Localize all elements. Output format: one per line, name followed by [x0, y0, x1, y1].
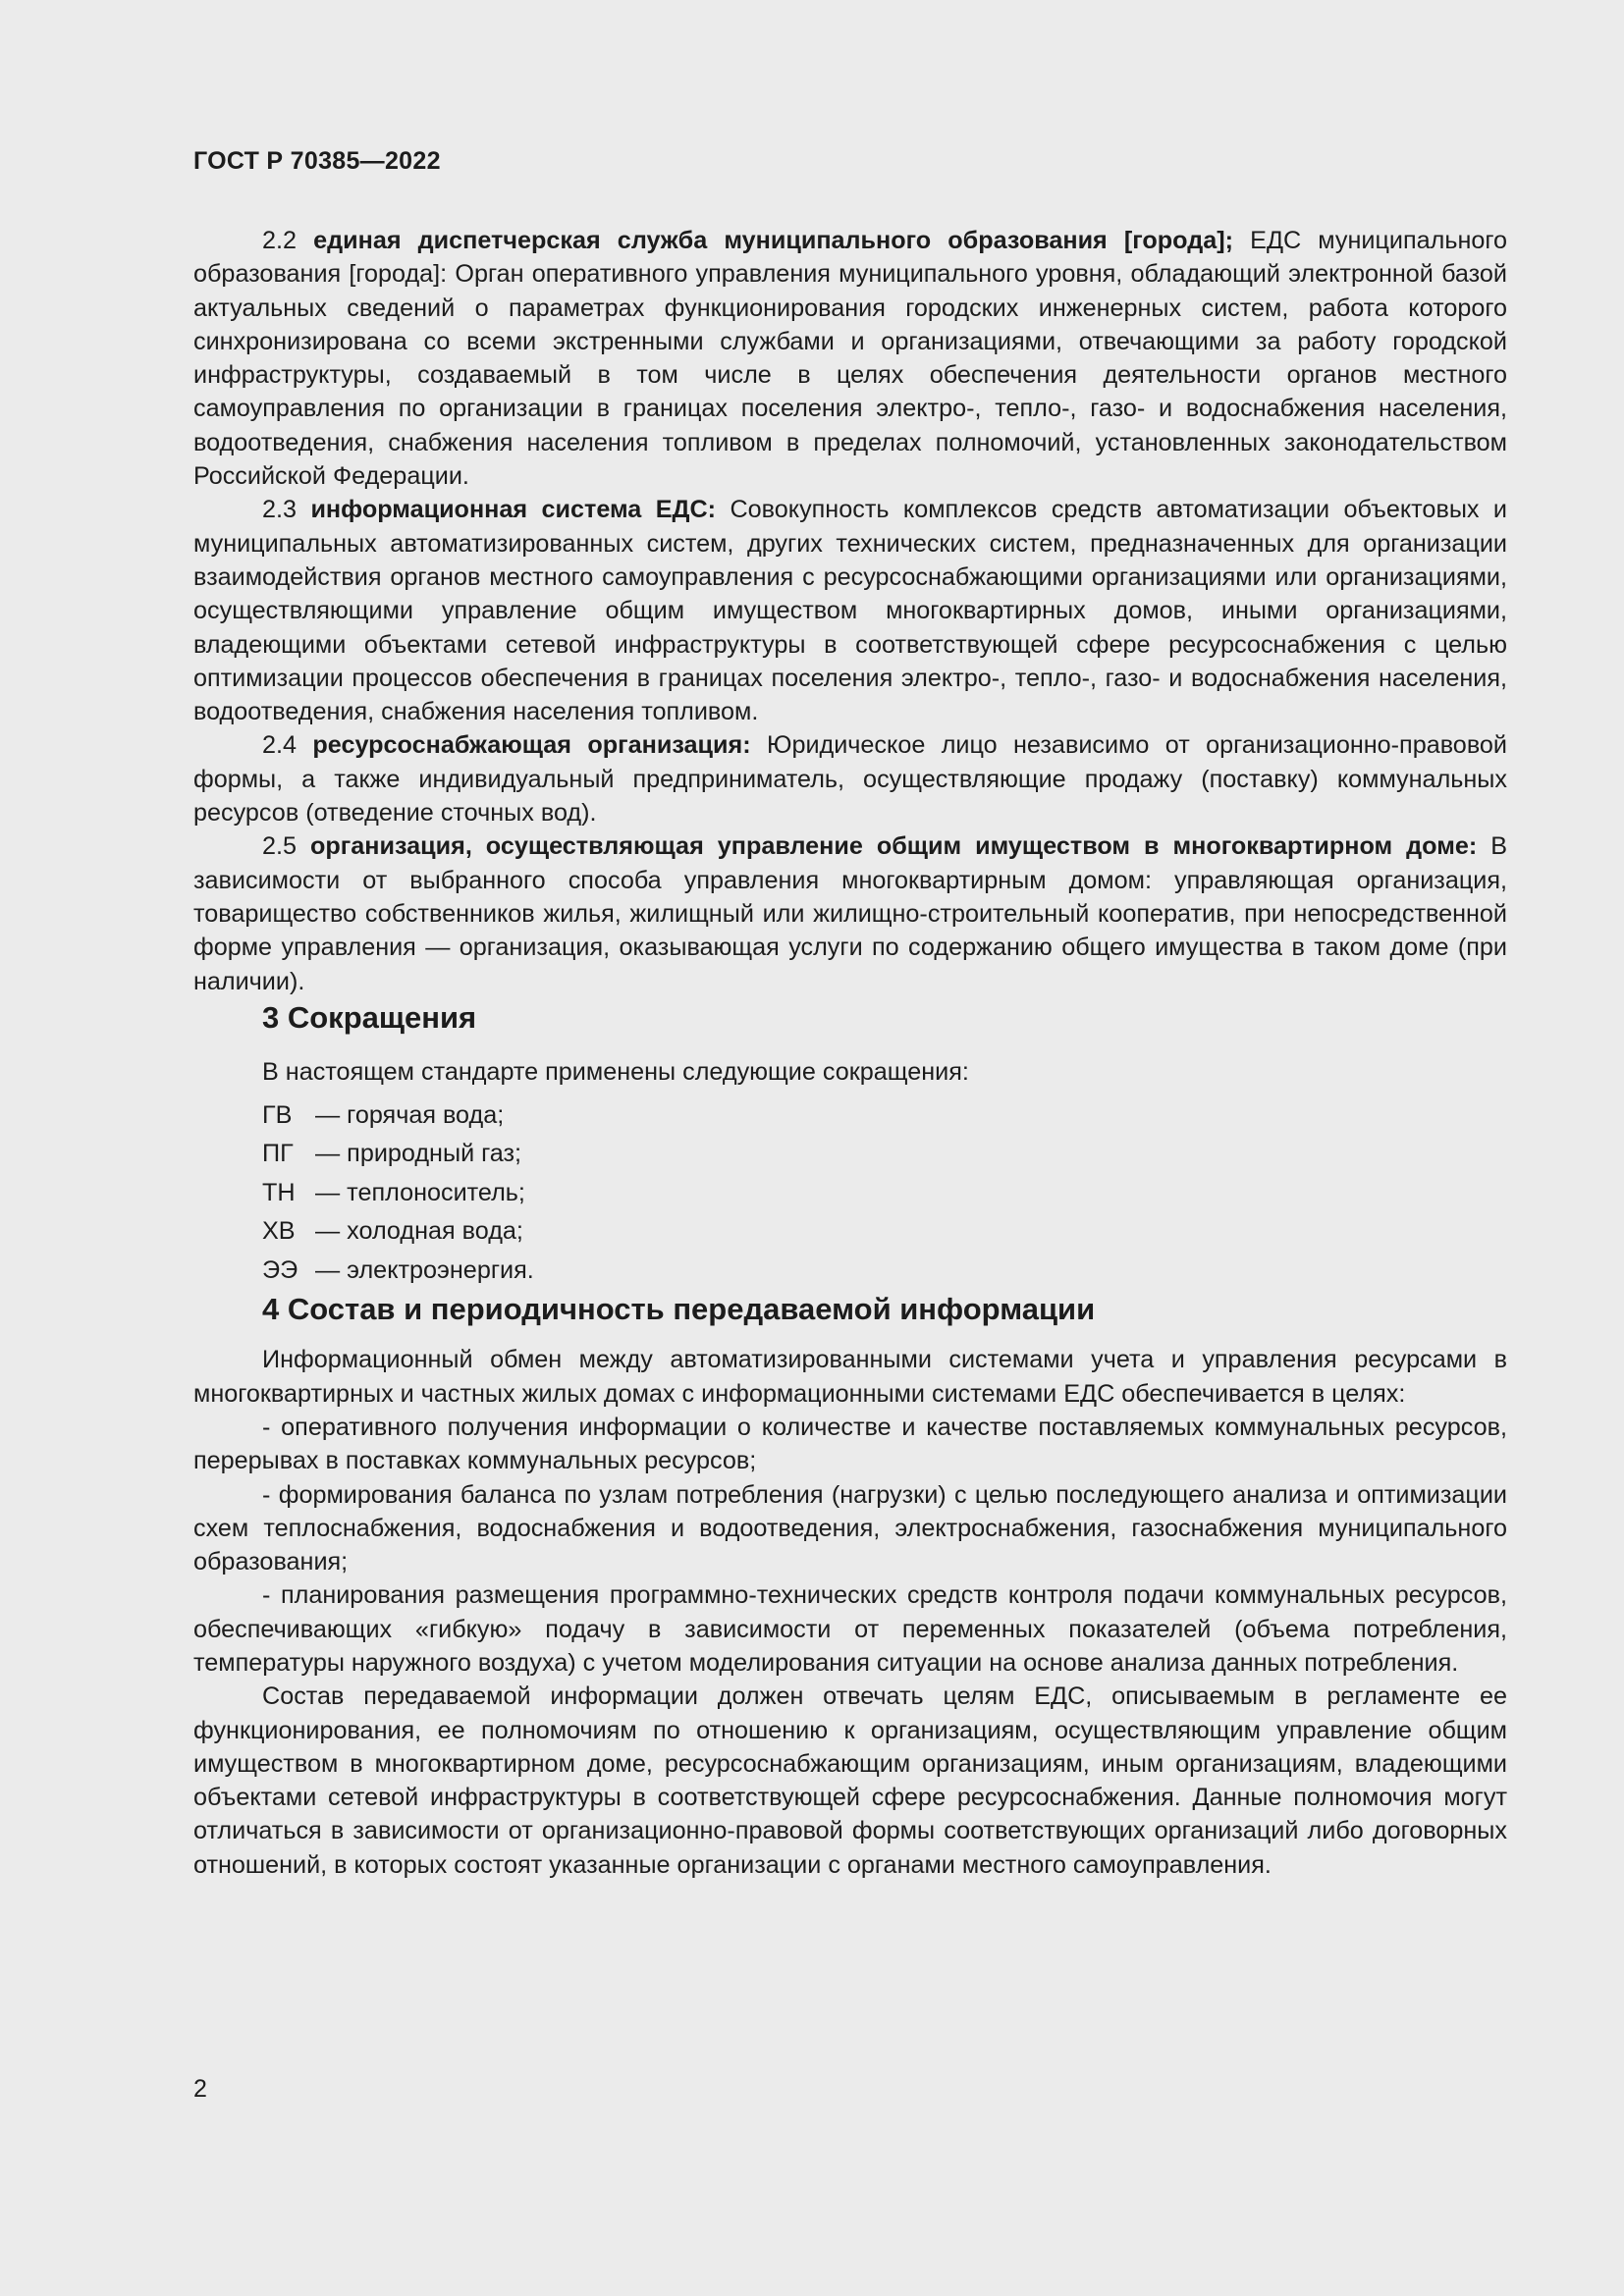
abbreviation-code: ГВ [262, 1100, 293, 1129]
definition-term: информационная система ЕДС: [310, 496, 717, 524]
definition-2-5 [193, 829, 1507, 997]
definition-number: 2.5 [262, 832, 298, 861]
section-4-list-item: - формирования баланса по узлам потребления (нагрузки) с целью последующего анализа и оптимизации схем теплоснабжения, водоснабжения и водоотведения, электроснабжения, газоснабжения муниципального образования; [193, 1480, 1507, 1576]
definition-text: Юридическое лицо независимо от организационно-правовой формы, а также индивидуальный предприниматель, осуществляющие продажу (поставку) коммунальных ресурсов (отведение сточных вод). [193, 731, 1507, 828]
page-number: 2 [193, 2075, 207, 2103]
definition-number: 2.4 [262, 731, 313, 760]
definition-2-4 [193, 728, 1507, 829]
abbreviation-item [262, 1135, 1507, 1174]
abbreviation-code: ПГ [262, 1140, 294, 1168]
abbreviations-list [193, 1096, 1507, 1291]
abbreviation-code: ТН [262, 1178, 296, 1206]
definition-term: организация, осуществляющая управление общим имуществом в многоквартирном доме: [310, 832, 1478, 861]
abbreviation-item [262, 1174, 1507, 1213]
definition-number: 2.3 [262, 496, 298, 524]
section-4-title: 4 Состав и периодичность передаваемой информации [262, 1292, 1096, 1327]
section-4-paragraph: Информационный обмен между автоматизированными системами учета и управления ресурсами в многоквартирных и частных жилых домах с информационными системами ЕДС обеспечивается в целях: [193, 1346, 1507, 1408]
document-header-id: ГОСТ Р 70385—2022 [193, 147, 441, 175]
section-4-list-item: - оперативного получения информации о количестве и качестве поставляемых коммунальных ресурсов, перерывах в поставках коммунальных ресурсов; [193, 1413, 1507, 1475]
abbreviation-item [262, 1212, 1507, 1252]
definition-term: единая диспетчерская служба муниципального образования [города]; [313, 227, 1234, 254]
section-4-paragraph: Состав передаваемой информации должен отвечать целям ЕДС, описываемым в регламенте ее функционирования, ее полномочиям по отношению к организациям, осуществляющим управление общим имуществом в многоквартирном доме, ресурсоснабжающим организациям, иным организациям, владеющими объектами сетевой инфраструктуры в соответствующей сфере ресурсоснабжения. Данные полномочия могут отличаться в зависимости от организационно-правовой формы соответствующих организаций либо договорных отношений, в которых состоят указанные организации с органами местного самоуправления. [193, 1682, 1507, 1879]
section-3-title: 3 Сокращения [262, 999, 477, 1035]
abbreviation-meaning: — горячая вода; [315, 1100, 505, 1129]
abbreviation-meaning: — теплоноситель; [315, 1178, 525, 1206]
abbreviation-code: ЭЭ [262, 1255, 298, 1284]
definition-text: Совокупность комплексов средств автоматизации объектовых и муниципальных автоматизированных систем, других технических систем, предназначенных для организации взаимодействия органов местного самоуправления с ресурсоснабжающими организациями или организациями, осуществляющими управление общим имуществом многоквартирных домов, иными организациями, владеющими объектами сетевой инфраструктуры в соответствующей сфере ресурсоснабжения с целью оптимизации процессов обеспечения в границах поселения электро-, тепло-, газо- и водоснабжения населения, водоотведения, снабжения населения топливом. [193, 496, 1507, 726]
section-4-list-item: - планирования размещения программно-технических средств контроля подачи коммунальных ресурсов, обеспечивающих «гибкую» подачу в зависимости от переменных показателей (объема потребления, температуры наружного воздуха) с учетом моделирования ситуации на основе анализа данных потребления. [193, 1581, 1507, 1677]
definition-term: ресурсоснабжающая организация: [312, 731, 751, 760]
abbreviations-intro: В настоящем стандарте применены следующие сокращения: [262, 1057, 969, 1086]
definition-text: ЕДС муниципального образования [города]: Орган оперативного управления муниципального уровня, обладающий электронной базой актуальных сведений о параметрах функционирования городских инженерных систем, работа которого синхронизирована со всеми экстренными службами и организациями, отвечающими за работу городской инфраструктуры, создаваемый в том числе в целях обеспечения деятельности органов местного самоуправления по организации в границах поселения электро-, тепло-, газо- и водоснабжения населения, водоотведения, снабжения населения топливом в пределах полномочий, установленных законодательством Российской Федерации. [193, 227, 1507, 491]
document-body [193, 224, 1507, 1882]
abbreviation-meaning: — природный газ; [315, 1140, 522, 1168]
definition-2-3 [193, 493, 1507, 728]
definition-number: 2.2 [262, 227, 298, 254]
section-4-body [193, 1343, 1507, 1882]
abbreviation-item [262, 1252, 1507, 1291]
abbreviation-meaning: — холодная вода; [315, 1217, 523, 1246]
abbreviation-item [262, 1096, 1507, 1136]
definition-2-2 [193, 224, 1507, 493]
abbreviation-code: ХВ [262, 1217, 296, 1246]
abbreviation-meaning: — электроэнергия. [315, 1255, 534, 1284]
definition-text: В зависимости от выбранного способа управления многоквартирным домом: управляющая организация, товарищество собственников жилья, жилищный или жилищно-строительный кооператив, при непосредственной форме управления — организация, оказывающая услуги по содержанию общего имущества в таком доме (при наличии). [193, 832, 1508, 995]
